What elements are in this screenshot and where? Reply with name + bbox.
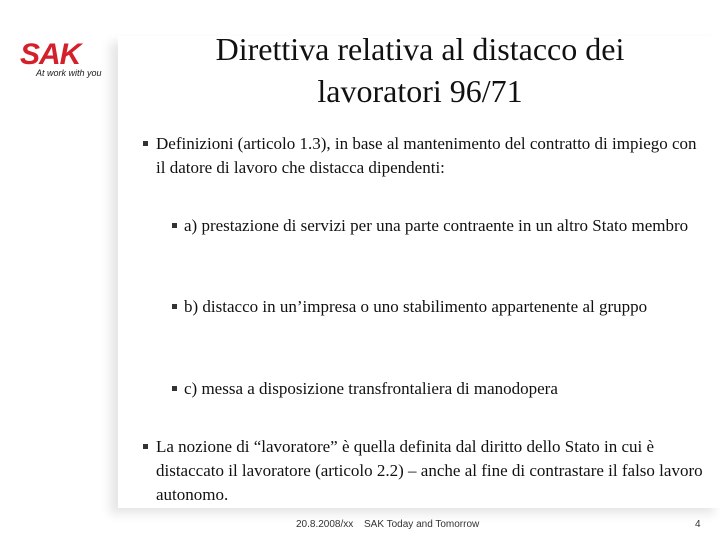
logo-tagline: At work with you — [36, 68, 102, 78]
bullet-marker — [172, 386, 177, 391]
logo-brand: SAK — [20, 38, 81, 71]
bullet-text: b) distacco in un’impresa o uno stabilimento appartenente al gruppo — [184, 297, 648, 316]
bullet-text: a) prestazione di servizi per una parte contraente in un altro Stato membro — [184, 216, 689, 235]
bullet-text: c) messa a disposizione transfrontaliera di manodopera — [184, 379, 558, 398]
footer-date: 20.8.2008/xx — [296, 519, 354, 530]
footer-name: SAK Today and Tomorrow — [364, 519, 480, 530]
title-line-1: Direttiva relativa al distacco dei — [215, 31, 625, 67]
bullet-text: Definizioni (articolo 1.3), in base al mantenimento del contratto di impiego con il datore di lavoro che distacca dipendenti: — [156, 134, 697, 177]
bullet-marker — [143, 141, 148, 146]
sub-bullet-b — [172, 295, 692, 319]
bullet-marker — [172, 223, 177, 228]
bullet-definitions — [143, 132, 703, 180]
bullet-marker — [143, 444, 148, 449]
bullet-text: La nozione di “lavoratore” è quella definita dal diritto dello Stato in cui è distaccato il lavoratore (articolo 2.2) – anche al fine di contrastare il falso lavoro autonomo. — [156, 437, 703, 504]
title-line-2: lavoratori 96/71 — [317, 73, 523, 109]
page-number: 4 — [695, 519, 701, 530]
sub-bullet-c — [172, 377, 692, 401]
bullet-marker — [172, 304, 177, 309]
slide-title — [175, 28, 665, 112]
sak-logo — [20, 40, 112, 82]
bullet-worker-notion — [143, 435, 703, 507]
sub-bullet-a — [172, 214, 692, 238]
